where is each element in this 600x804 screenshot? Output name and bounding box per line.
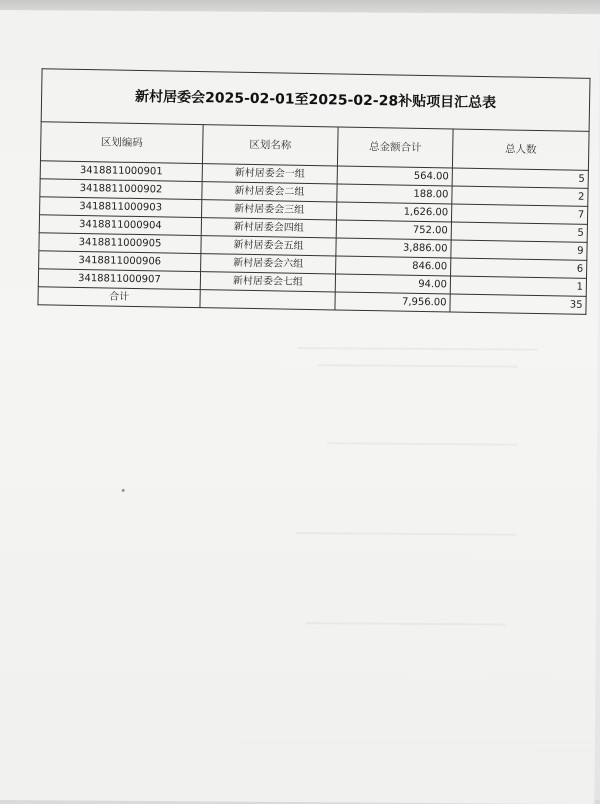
total-amount: 7,956.00 [335, 292, 450, 312]
row-name: 新村居委会二组 [202, 182, 337, 202]
total-label: 合计 [38, 287, 200, 308]
row-amount: 3,886.00 [336, 238, 451, 258]
row-name: 新村居委会六组 [201, 254, 336, 274]
bleed-through-mark [296, 532, 516, 536]
bleed-through-mark [318, 364, 518, 367]
row-name: 新村居委会五组 [201, 236, 336, 256]
row-count: 2 [452, 186, 588, 206]
row-name: 新村居委会三组 [202, 200, 337, 220]
bleed-through-mark [298, 347, 538, 351]
row-code: 3418811000904 [39, 215, 201, 236]
row-amount: 564.00 [337, 166, 452, 186]
header-total-amount: 总金额合计 [337, 127, 453, 168]
subsidy-summary-table [37, 68, 590, 315]
row-count: 1 [450, 276, 586, 296]
row-code: 3418811000901 [40, 161, 202, 182]
row-amount: 846.00 [336, 256, 451, 276]
row-code: 3418811000903 [40, 197, 202, 218]
title-row [41, 69, 590, 132]
row-count: 9 [451, 240, 587, 260]
row-code: 3418811000907 [38, 269, 200, 290]
paper-smudge [122, 489, 125, 492]
row-name: 新村居委会四组 [201, 218, 336, 238]
row-count: 5 [452, 168, 588, 188]
row-name: 新村居委会一组 [202, 164, 337, 184]
row-amount: 94.00 [335, 274, 450, 294]
row-code: 3418811000902 [40, 179, 202, 200]
header-region-name: 区划名称 [202, 125, 338, 166]
paper-sheet [0, 10, 600, 804]
row-count: 7 [451, 204, 587, 224]
row-amount: 752.00 [336, 220, 451, 240]
bleed-through-mark [327, 442, 517, 445]
row-amount: 188.00 [337, 184, 452, 204]
row-count: 6 [451, 258, 587, 278]
row-name: 新村居委会七组 [200, 272, 335, 292]
total-count: 35 [450, 294, 586, 314]
header-region-code: 区划编码 [40, 122, 203, 164]
row-amount: 1,626.00 [336, 202, 451, 222]
total-empty-cell [200, 290, 335, 310]
row-code: 3418811000906 [39, 251, 201, 272]
row-count: 5 [451, 222, 587, 242]
header-total-people: 总人数 [452, 129, 589, 170]
bleed-through-mark [306, 622, 506, 625]
row-code: 3418811000905 [39, 233, 201, 254]
document-title: 新村居委会2025-02-01至2025-02-28补贴项目汇总表 [41, 69, 590, 132]
summary-table-wrapper [37, 68, 589, 315]
